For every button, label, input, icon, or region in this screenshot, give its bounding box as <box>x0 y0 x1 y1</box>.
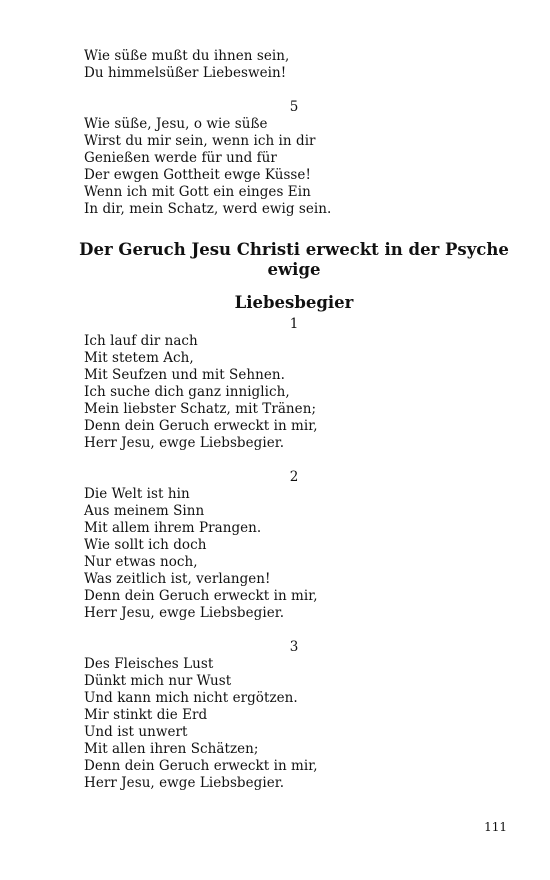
verse-line: Herr Jesu, ewge Liebsbegier. <box>84 435 285 451</box>
verse-line: In dir, mein Schatz, werd ewig sein. <box>84 201 332 217</box>
verse-line: Denn dein Geruch erweckt in mir, <box>84 588 318 604</box>
verse-line: Die Welt ist hin <box>84 486 190 502</box>
stanza-3 <box>84 639 504 792</box>
page-body <box>79 48 509 792</box>
page-number: 111 <box>484 820 507 834</box>
stanza-2 <box>84 469 504 622</box>
verse-line: Wirst du mir sein, wenn ich in dir <box>84 133 316 149</box>
stanza-continuation <box>84 48 504 82</box>
verse-line: Aus meinem Sinn <box>84 503 205 519</box>
verse-line: Wie süße, Jesu, o wie süße <box>84 116 268 132</box>
verse-line: Wie süße mußt du ihnen sein, <box>84 48 290 64</box>
verse-line: Und ist unwert <box>84 724 188 740</box>
verse-line: Mit stetem Ach, <box>84 350 194 366</box>
verse-line: Wie sollt ich doch <box>84 537 207 553</box>
poem-title <box>79 240 509 313</box>
verse-line: Genießen werde für und für <box>84 150 277 166</box>
stanza-5 <box>84 99 504 218</box>
verse-line: Was zeitlich ist, verlangen! <box>84 571 271 587</box>
verse-line: Dünkt mich nur Wust <box>84 673 232 689</box>
stanza-number: 1 <box>289 316 299 332</box>
stanza-number: 5 <box>289 99 299 115</box>
verse-line: Des Fleisches Lust <box>84 656 214 672</box>
verse-line: Denn dein Geruch erweckt in mir, <box>84 758 318 774</box>
verse-line: Denn dein Geruch erweckt in mir, <box>84 418 318 434</box>
verse-line: Mit allem ihrem Prangen. <box>84 520 262 536</box>
verse-line: Mir stinkt die Erd <box>84 707 208 723</box>
verse-line: Du himmelsüßer Liebeswein! <box>84 65 287 81</box>
verse-line: Ich suche dich ganz inniglich, <box>84 384 290 400</box>
verse-line: Ich lauf dir nach <box>84 333 198 349</box>
verse-line: Mein liebster Schatz, mit Tränen; <box>84 401 317 417</box>
verse-line: Und kann mich nicht ergötzen. <box>84 690 298 706</box>
verse-line: Mit Seufzen und mit Sehnen. <box>84 367 285 383</box>
verse-line: Der ewgen Gottheit ewge Küsse! <box>84 167 311 183</box>
verse-line: Herr Jesu, ewge Liebsbegier. <box>84 605 285 621</box>
poem-title-line: Der Geruch Jesu Christi erweckt in der Psyche ewige <box>79 240 509 279</box>
stanza-number: 3 <box>289 639 299 655</box>
verse-line: Herr Jesu, ewge Liebsbegier. <box>84 775 285 791</box>
poem-title-line: Liebesbegier <box>234 293 354 312</box>
verse-line: Wenn ich mit Gott ein einges Ein <box>84 184 311 200</box>
stanza-1 <box>84 316 504 452</box>
verse-line: Nur etwas noch, <box>84 554 198 570</box>
verse-line: Mit allen ihren Schätzen; <box>84 741 259 757</box>
stanza-number: 2 <box>289 469 299 485</box>
